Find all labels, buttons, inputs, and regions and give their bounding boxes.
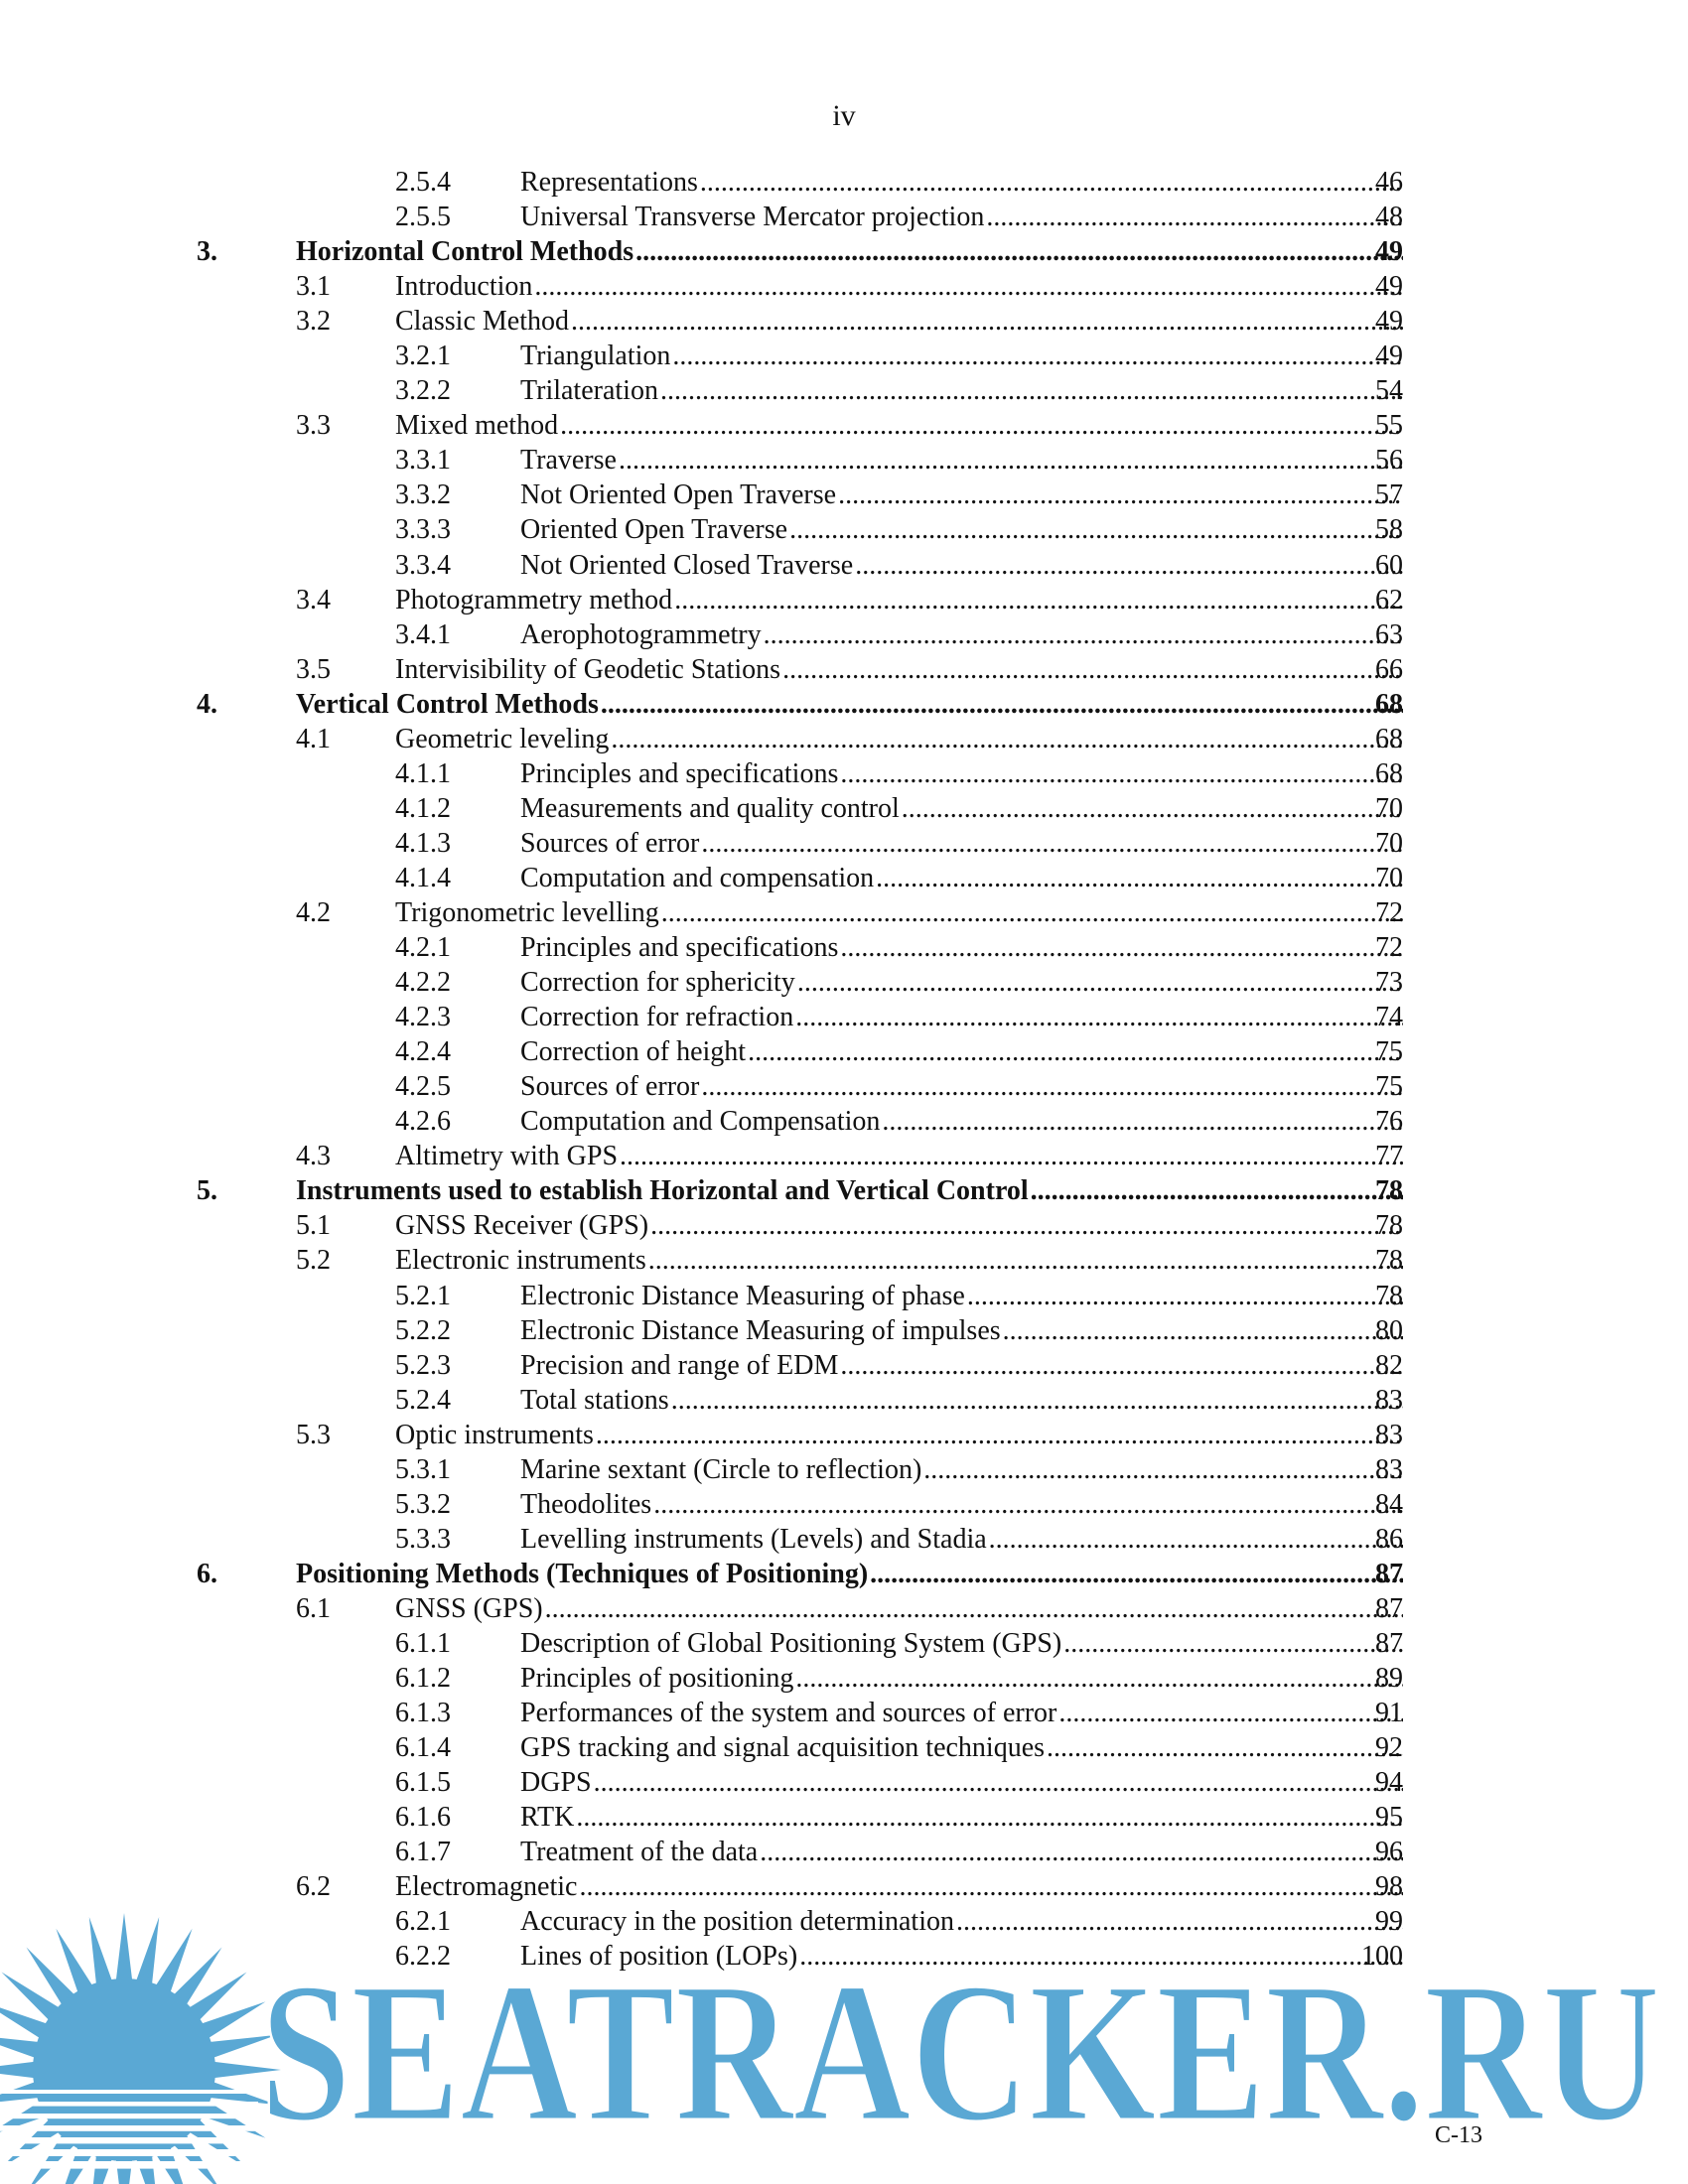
toc-entry[interactable] — [0, 1243, 1688, 1278]
toc-entry-title: Instruments used to establish Horizontal and Vertical Control — [296, 1175, 1029, 1207]
toc-dot-leader — [601, 687, 1403, 722]
toc-entry[interactable] — [0, 548, 1688, 583]
toc-entry-number: 4.2.3 — [395, 1002, 451, 1033]
page-footer-label: C-13 — [1435, 2122, 1482, 2148]
toc-entry[interactable] — [0, 512, 1688, 547]
toc-dot-leader — [660, 373, 1403, 408]
toc-entry-number: 4.1.4 — [395, 862, 451, 893]
toc-dot-leader — [635, 234, 1403, 269]
toc-entry[interactable] — [0, 1730, 1688, 1765]
toc-dot-leader — [534, 269, 1403, 304]
toc-entry[interactable] — [0, 617, 1688, 652]
toc-entry-title: Classic Method — [395, 306, 569, 338]
toc-entry-number: 6.1 — [296, 1592, 331, 1624]
toc-entry[interactable] — [0, 1173, 1688, 1208]
toc-entry-page: 78 — [1375, 1245, 1403, 1277]
table-of-contents — [0, 165, 1688, 1974]
toc-entry-title: Electronic Distance Measuring of impulses — [520, 1314, 1001, 1346]
toc-dot-leader — [594, 1765, 1403, 1800]
toc-dot-leader — [967, 1279, 1403, 1313]
toc-entry-page: 87 — [1375, 1592, 1403, 1624]
toc-entry-number: 6.1.6 — [395, 1802, 451, 1834]
toc-entry-title: Measurements and quality control — [520, 792, 900, 824]
toc-dot-leader — [611, 722, 1403, 756]
toc-entry-page: 84 — [1375, 1488, 1403, 1520]
toc-entry-page: 74 — [1375, 1002, 1403, 1033]
toc-entry-page: 70 — [1375, 792, 1403, 824]
toc-entry-number: 6.1.5 — [395, 1767, 451, 1799]
sea-stripe — [0, 2114, 258, 2118]
toc-entry-page: 82 — [1375, 1349, 1403, 1381]
sea-stripe — [0, 2090, 258, 2094]
toc-entry[interactable] — [0, 1000, 1688, 1034]
toc-dot-leader — [1031, 1173, 1403, 1208]
toc-entry[interactable] — [0, 373, 1688, 408]
toc-dot-leader — [838, 478, 1403, 512]
toc-entry-title: Accuracy in the position determination — [520, 1906, 954, 1938]
toc-dot-leader — [1063, 1626, 1403, 1661]
toc-entry-page: 73 — [1375, 967, 1403, 999]
toc-entry[interactable] — [0, 791, 1688, 826]
toc-entry-page: 56 — [1375, 445, 1403, 477]
toc-dot-leader — [545, 1591, 1403, 1626]
toc-entry[interactable] — [0, 478, 1688, 512]
toc-entry[interactable] — [0, 965, 1688, 1000]
toc-entry-page: 70 — [1375, 862, 1403, 893]
toc-dot-leader — [764, 617, 1403, 652]
toc-entry[interactable] — [0, 1626, 1688, 1661]
toc-entry-number: 6.1.4 — [395, 1732, 451, 1764]
page-number: iv — [832, 99, 856, 132]
toc-entry-page: 92 — [1375, 1732, 1403, 1764]
toc-entry[interactable] — [0, 1208, 1688, 1243]
toc-entry-title: Trilateration — [520, 375, 658, 407]
toc-entry-number: 3.4 — [296, 584, 331, 615]
toc-entry[interactable] — [0, 687, 1688, 722]
toc-entry[interactable] — [0, 1487, 1688, 1522]
sea-stripe — [0, 2161, 258, 2169]
toc-dot-leader — [789, 512, 1403, 547]
toc-dot-leader — [795, 1000, 1403, 1034]
toc-entry-number: 5.2.4 — [395, 1384, 451, 1416]
toc-entry-title: Vertical Control Methods — [296, 688, 599, 720]
toc-dot-leader — [986, 200, 1403, 234]
toc-entry[interactable] — [0, 1279, 1688, 1313]
toc-entry-title: Treatment of the data — [520, 1837, 759, 1868]
toc-entry[interactable] — [0, 861, 1688, 895]
toc-entry-page: 46 — [1375, 167, 1403, 198]
toc-entry-title: Principles of positioning — [520, 1663, 794, 1695]
toc-entry-title: Correction of height — [520, 1036, 747, 1068]
toc-entry-title: Universal Transverse Mercator projection — [520, 202, 985, 233]
sea-stripe — [0, 2125, 258, 2131]
toc-entry-title: Horizontal Control Methods — [296, 236, 634, 268]
toc-entry-title: Triangulation — [520, 341, 671, 372]
toc-entry-number: 6.2 — [296, 1871, 331, 1903]
toc-entry-number: 5. — [197, 1175, 217, 1207]
toc-entry[interactable] — [0, 1383, 1688, 1418]
toc-entry[interactable] — [0, 1835, 1688, 1869]
toc-entry-title: Total stations — [520, 1384, 669, 1416]
toc-entry-page: 83 — [1375, 1384, 1403, 1416]
toc-entry-page: 48 — [1375, 202, 1403, 233]
toc-entry-number: 6.2.1 — [395, 1906, 451, 1938]
toc-dot-leader — [1003, 1313, 1403, 1348]
toc-entry-number: 4.1 — [296, 723, 331, 754]
toc-entry[interactable] — [0, 583, 1688, 617]
toc-entry-number: 3.2 — [296, 306, 331, 338]
toc-entry-number: 4. — [197, 688, 217, 720]
toc-entry-number: 3.2.2 — [395, 375, 451, 407]
toc-entry-title: Electromagnetic — [395, 1871, 578, 1903]
sea-stripe — [0, 2149, 258, 2156]
toc-entry-number: 4.2.5 — [395, 1071, 451, 1103]
toc-dot-leader — [782, 652, 1403, 687]
toc-entry-number: 5.3.3 — [395, 1523, 451, 1555]
toc-entry-number: 4.1.1 — [395, 757, 451, 789]
toc-entry-title: DGPS — [520, 1767, 592, 1799]
toc-entry-number: 6. — [197, 1558, 217, 1589]
sea-stripe — [0, 2102, 258, 2107]
toc-entry-title: Geometric leveling — [395, 723, 610, 754]
toc-entry-number: 3.5 — [296, 653, 331, 685]
toc-entry-number: 2.5.5 — [395, 202, 451, 233]
toc-dot-leader — [560, 408, 1403, 443]
toc-entry[interactable] — [0, 1139, 1688, 1173]
toc-dot-leader — [882, 1104, 1403, 1139]
toc-entry-title: Electronic Distance Measuring of phase — [520, 1280, 965, 1311]
toc-entry-title: Performances of the system and sources of error — [520, 1698, 1057, 1729]
toc-entry-page: 49 — [1375, 306, 1403, 338]
toc-entry-page: 91 — [1375, 1698, 1403, 1729]
toc-entry-page: 86 — [1375, 1523, 1403, 1555]
toc-entry-title: Correction for refraction — [520, 1002, 794, 1033]
toc-entry-title: Altimetry with GPS — [395, 1141, 619, 1172]
toc-entry-number: 6.1.1 — [395, 1627, 451, 1659]
toc-dot-leader — [902, 791, 1403, 826]
toc-entry-title: RTK — [520, 1802, 575, 1834]
toc-entry[interactable] — [0, 165, 1688, 200]
toc-entry[interactable] — [0, 1313, 1688, 1348]
toc-dot-leader — [795, 1661, 1403, 1696]
toc-entry-title: Correction for sphericity — [520, 967, 795, 999]
toc-entry-title: Levelling instruments (Levels) and Stadia — [520, 1523, 987, 1555]
toc-entry-title: Intervisibility of Geodetic Stations — [395, 653, 781, 685]
toc-entry-title: Theodolites — [520, 1488, 652, 1520]
toc-entry-page: 72 — [1375, 896, 1403, 928]
toc-entry-title: Precision and range of EDM — [520, 1349, 839, 1381]
toc-entry-title: Computation and Compensation — [520, 1106, 881, 1138]
toc-entry-title: Mixed method — [395, 410, 559, 442]
toc-dot-leader — [653, 1487, 1403, 1522]
toc-entry-title: Sources of error — [520, 827, 700, 859]
toc-entry-page: 75 — [1375, 1071, 1403, 1103]
toc-entry-page: 94 — [1375, 1767, 1403, 1799]
toc-entry-title: Representations — [520, 167, 698, 198]
toc-dot-leader — [648, 1243, 1403, 1278]
toc-entry-number: 3.2.1 — [395, 341, 451, 372]
toc-entry-number: 5.3 — [296, 1419, 331, 1450]
toc-dot-leader — [876, 861, 1403, 895]
toc-entry[interactable] — [0, 1661, 1688, 1696]
toc-dot-leader — [1047, 1730, 1403, 1765]
toc-entry-page: 66 — [1375, 653, 1403, 685]
toc-entry-title: Photogrammetry method — [395, 584, 673, 615]
toc-entry-number: 3.3 — [296, 410, 331, 442]
toc-entry-number: 2.5.4 — [395, 167, 451, 198]
toc-entry-number: 6.1.2 — [395, 1663, 451, 1695]
toc-dot-leader — [671, 1383, 1403, 1418]
toc-entry[interactable] — [0, 722, 1688, 756]
toc-entry-title: Principles and specifications — [520, 932, 839, 964]
toc-entry-number: 3.1 — [296, 271, 331, 303]
toc-dot-leader — [989, 1522, 1403, 1557]
toc-entry-page: 68 — [1375, 723, 1403, 754]
toc-entry-number: 4.1.3 — [395, 827, 451, 859]
toc-entry[interactable] — [0, 895, 1688, 930]
toc-entry-page: 68 — [1375, 757, 1403, 789]
toc-entry-page: 99 — [1375, 1906, 1403, 1938]
toc-entry-page: 80 — [1375, 1314, 1403, 1346]
toc-entry-title: Marine sextant (Circle to reflection) — [520, 1453, 922, 1485]
toc-entry-title: Optic instruments — [395, 1419, 594, 1450]
toc-entry[interactable] — [0, 234, 1688, 269]
toc-entry[interactable] — [0, 269, 1688, 304]
toc-entry[interactable] — [0, 339, 1688, 373]
toc-entry[interactable] — [0, 443, 1688, 478]
toc-entry-page: 62 — [1375, 584, 1403, 615]
toc-entry[interactable] — [0, 1452, 1688, 1487]
toc-dot-leader — [674, 583, 1403, 617]
toc-entry-number: 5.1 — [296, 1210, 331, 1242]
sun-disc — [33, 1979, 215, 2161]
toc-entry-title: Not Oriented Open Traverse — [520, 479, 837, 511]
toc-dot-leader — [661, 895, 1403, 930]
toc-entry-number: 3.4.1 — [395, 618, 451, 650]
toc-entry-title: Computation and compensation — [520, 862, 875, 893]
toc-entry-title: Not Oriented Closed Traverse — [520, 549, 854, 581]
toc-dot-leader — [700, 165, 1403, 200]
toc-entry-title: Aerophotogrammetry — [520, 618, 762, 650]
toc-entry-number: 3. — [197, 236, 217, 268]
toc-dot-leader — [840, 1348, 1403, 1383]
toc-entry-page: 96 — [1375, 1837, 1403, 1868]
toc-entry-page: 60 — [1375, 549, 1403, 581]
toc-entry-page: 95 — [1375, 1802, 1403, 1834]
toc-entry-number: 4.2.1 — [395, 932, 451, 964]
toc-dot-leader — [619, 443, 1403, 478]
toc-entry-number: 4.2 — [296, 896, 331, 928]
toc-entry[interactable] — [0, 200, 1688, 234]
toc-entry-page: 76 — [1375, 1106, 1403, 1138]
toc-entry-number: 6.1.7 — [395, 1837, 451, 1868]
toc-entry-number: 5.2.3 — [395, 1349, 451, 1381]
toc-entry-number: 3.3.1 — [395, 445, 451, 477]
toc-dot-leader — [571, 304, 1403, 339]
toc-entry-page: 87 — [1375, 1627, 1403, 1659]
toc-dot-leader — [701, 826, 1403, 861]
toc-entry-number: 3.3.2 — [395, 479, 451, 511]
toc-dot-leader — [840, 930, 1403, 965]
toc-dot-leader — [650, 1208, 1403, 1243]
toc-entry-title: Oriented Open Traverse — [520, 514, 788, 546]
toc-dot-leader — [748, 1034, 1403, 1069]
toc-entry-title: Principles and specifications — [520, 757, 839, 789]
toc-entry-number: 5.2.1 — [395, 1280, 451, 1311]
toc-dot-leader — [855, 548, 1403, 583]
toc-entry[interactable] — [0, 408, 1688, 443]
toc-entry-page: 70 — [1375, 827, 1403, 859]
toc-entry-title: GPS tracking and signal acquisition techniques — [520, 1732, 1046, 1764]
toc-entry-page: 49 — [1375, 341, 1403, 372]
toc-entry[interactable] — [0, 1591, 1688, 1626]
toc-entry[interactable] — [0, 930, 1688, 965]
toc-entry[interactable] — [0, 1034, 1688, 1069]
toc-entry-page: 89 — [1375, 1663, 1403, 1695]
toc-entry-page: 100 — [1361, 1941, 1403, 1973]
toc-entry[interactable] — [0, 826, 1688, 861]
toc-dot-leader — [1058, 1696, 1403, 1730]
toc-entry[interactable] — [0, 304, 1688, 339]
toc-entry-number: 4.2.2 — [395, 967, 451, 999]
toc-entry-page: 98 — [1375, 1871, 1403, 1903]
toc-entry-title: GNSS Receiver (GPS) — [395, 1210, 649, 1242]
toc-entry-number: 4.2.4 — [395, 1036, 451, 1068]
toc-entry-number: 5.2.2 — [395, 1314, 451, 1346]
toc-entry[interactable] — [0, 1765, 1688, 1800]
toc-entry-title: Sources of error — [520, 1071, 700, 1103]
toc-entry-page: 55 — [1375, 410, 1403, 442]
toc-entry-page: 83 — [1375, 1453, 1403, 1485]
toc-entry[interactable] — [0, 1522, 1688, 1557]
toc-entry-page: 78 — [1375, 1175, 1403, 1207]
toc-entry-title: Positioning Methods (Techniques of Positioning) — [296, 1558, 869, 1589]
toc-entry-page: 72 — [1375, 932, 1403, 964]
toc-entry-number: 5.3.1 — [395, 1453, 451, 1485]
toc-entry-page: 49 — [1375, 236, 1403, 268]
toc-entry-number: 5.3.2 — [395, 1488, 451, 1520]
toc-entry-page: 87 — [1375, 1558, 1403, 1589]
toc-entry-title: Description of Global Positioning System (GPS) — [520, 1627, 1062, 1659]
toc-entry[interactable] — [0, 1418, 1688, 1452]
toc-entry-page: 49 — [1375, 271, 1403, 303]
toc-dot-leader — [701, 1069, 1403, 1104]
toc-dot-leader — [797, 965, 1403, 1000]
sea-stripe — [0, 2137, 258, 2143]
toc-entry[interactable] — [0, 1348, 1688, 1383]
toc-dot-leader — [923, 1452, 1403, 1487]
toc-entry[interactable] — [0, 652, 1688, 687]
toc-entry[interactable] — [0, 1557, 1688, 1591]
toc-dot-leader — [576, 1800, 1403, 1835]
toc-dot-leader — [672, 339, 1403, 373]
toc-entry-number: 3.3.4 — [395, 549, 451, 581]
toc-entry-page: 75 — [1375, 1036, 1403, 1068]
toc-entry-title: Trigonometric levelling — [395, 896, 659, 928]
toc-dot-leader — [596, 1418, 1403, 1452]
toc-entry[interactable] — [0, 756, 1688, 791]
toc-dot-leader — [620, 1139, 1403, 1173]
toc-entry-page: 77 — [1375, 1141, 1403, 1172]
toc-dot-leader — [840, 756, 1403, 791]
toc-entry-page: 83 — [1375, 1419, 1403, 1450]
toc-entry-number: 5.2 — [296, 1245, 331, 1277]
toc-entry-page: 68 — [1375, 688, 1403, 720]
toc-entry-title: Lines of position (LOPs) — [520, 1941, 798, 1973]
toc-dot-leader — [870, 1557, 1403, 1591]
toc-entry-page: 58 — [1375, 514, 1403, 546]
toc-entry-page: 78 — [1375, 1210, 1403, 1242]
toc-entry-number: 4.2.6 — [395, 1106, 451, 1138]
toc-entry-number: 6.2.2 — [395, 1941, 451, 1973]
toc-entry-number: 3.3.3 — [395, 514, 451, 546]
toc-entry-page: 57 — [1375, 479, 1403, 511]
toc-entry-title: Traverse — [520, 445, 617, 477]
toc-entry[interactable] — [0, 1696, 1688, 1730]
toc-entry-page: 54 — [1375, 375, 1403, 407]
toc-entry-number: 6.1.3 — [395, 1698, 451, 1729]
toc-entry[interactable] — [0, 1800, 1688, 1835]
toc-entry-title: GNSS (GPS) — [395, 1592, 543, 1624]
toc-entry-title: Introduction — [395, 271, 533, 303]
toc-entry[interactable] — [0, 1069, 1688, 1104]
toc-entry-number: 4.1.2 — [395, 792, 451, 824]
toc-dot-leader — [760, 1835, 1403, 1869]
toc-entry-number: 4.3 — [296, 1141, 331, 1172]
toc-entry-title: Electronic instruments — [395, 1245, 646, 1277]
watermark-text: SEATRACKER.RU — [260, 1941, 1660, 2163]
toc-entry-page: 63 — [1375, 618, 1403, 650]
toc-entry[interactable] — [0, 1104, 1688, 1139]
toc-entry-page: 78 — [1375, 1280, 1403, 1311]
